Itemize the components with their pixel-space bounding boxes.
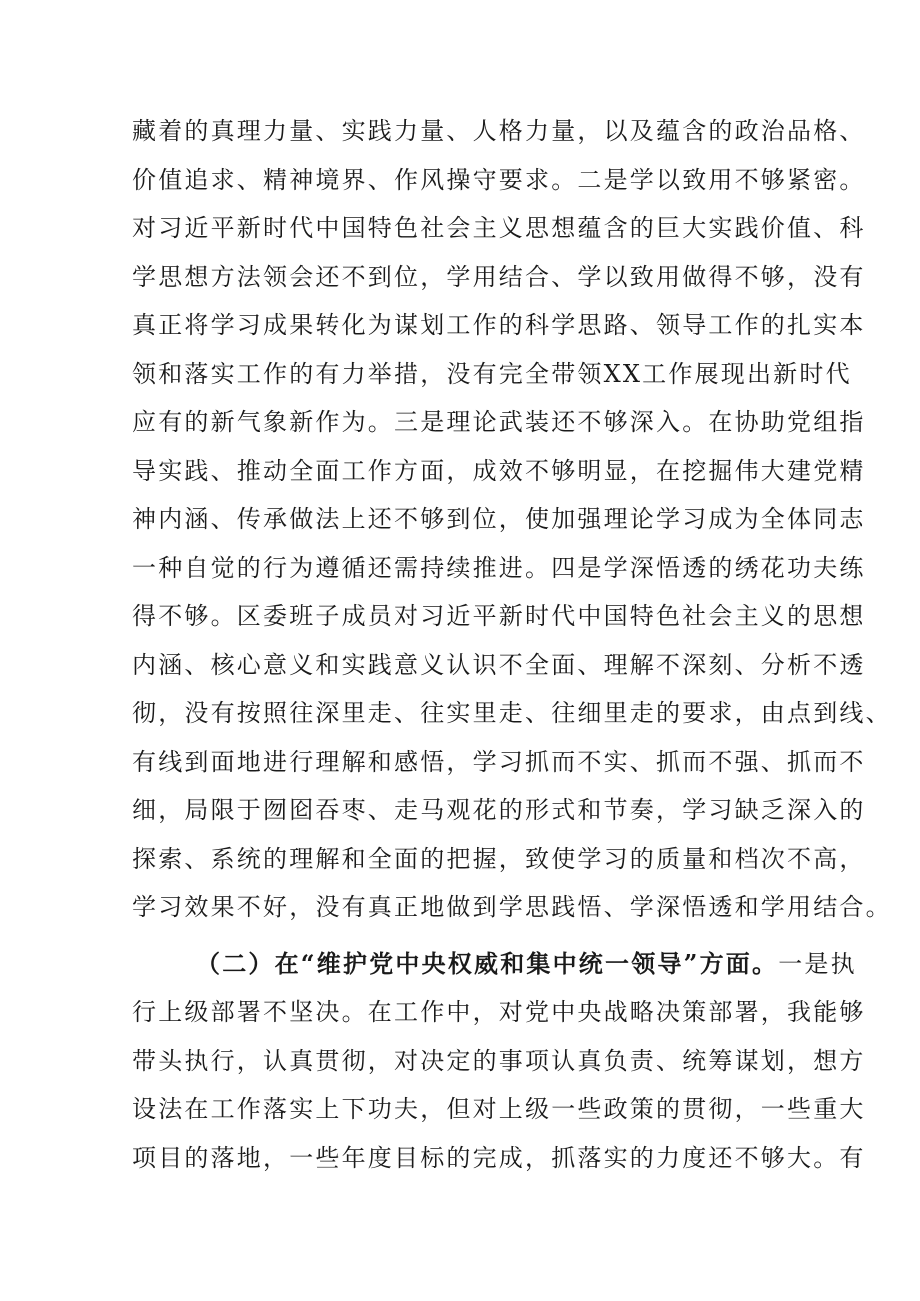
text-line: 学习效果不好，没有真正地做到学思践悟、学深悟透和学用结合。 [132, 893, 892, 921]
text-line: 带头执行，认真贯彻，对决定的事项认真负责、统筹谋划，想方 [132, 1046, 866, 1075]
document-body [132, 115, 892, 1190]
text-line: 探索、系统的理解和全面的把握，致使学习的质量和档次不高， [132, 844, 866, 873]
paragraph-2-first-line [132, 948, 857, 997]
text-line: 行上级部署不坚决。在工作中，对党中央战略决策部署，我能够 [132, 998, 866, 1026]
text-line: 领和落实工作的有力举措，没有完全带领XX工作展现出新时代 [132, 359, 852, 388]
text-line: 项目的落地，一些年度目标的完成，抓落实的力度还不够大。有 [132, 1143, 866, 1172]
text-line: 得不够。区委班子成员对习近平新时代中国特色社会主义的思想 [132, 602, 866, 630]
text-line: 细，局限于囫囵吞枣、走马观花的形式和节奏，学习缺乏深入的 [132, 796, 866, 824]
text-line: 内涵、核心意义和实践意义认识不全面、理解不深刻、分析不透 [132, 650, 866, 679]
text-line: 藏着的真理力量、实践力量、人格力量，以及蕴含的政治品格、 [132, 117, 866, 145]
text-line: 神内涵、传承做法上还不够到位，使加强理论学习成为全体同志 [132, 505, 866, 533]
text-line: 应有的新气象新作为。三是理论武装还不够深入。在协助党组指 [132, 408, 866, 436]
text-line: 导实践、推动全面工作方面，成效不够明显，在挖掘伟大建党精 [132, 456, 866, 485]
text-line: 价值追求、精神境界、作风操守要求。二是学以致用不够紧密。 [132, 165, 866, 194]
section-heading: （二）在“维护党中央权威和集中统一领导”方面。 [196, 948, 779, 978]
paragraph-1 [132, 115, 892, 940]
paragraph-gap [132, 940, 832, 948]
heading-trailing-text: 一是执 [778, 949, 857, 978]
paragraph-2 [132, 948, 866, 1191]
text-line: 对习近平新时代中国特色社会主义思想蕴含的巨大实践价值、科 [132, 214, 866, 242]
text-line: 一种自觉的行为遵循还需持续推进。四是学深悟透的绣花功夫练 [132, 553, 866, 582]
text-line: 学思想方法领会还不到位，学用结合、学以致用做得不够，没有 [132, 262, 866, 291]
text-line: 设法在工作落实上下功夫，但对上级一些政策的贯彻，一些重大 [132, 1095, 866, 1123]
text-line: 有线到面地进行理解和感悟，学习抓而不实、抓而不强、抓而不 [132, 747, 866, 776]
text-line: 真正将学习成果转化为谋划工作的科学思路、领导工作的扎实本 [132, 311, 866, 339]
text-line: 彻，没有按照往深里走、往实里走、往细里走的要求，由点到线、 [132, 699, 892, 727]
